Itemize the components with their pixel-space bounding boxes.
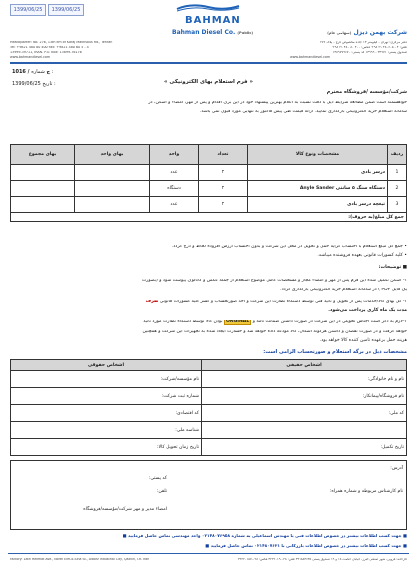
note-3-line-1: ۳-لازم به ذکر است اجناس تحویلی در این شرکت در صورت داشتن ضمانت نامه و ORGINAL بودن کالا توسط دستگاه نظارت مورد تائید <box>143 320 407 324</box>
date-line: 1399/06/25 تاریخ : <box>12 81 56 87</box>
table-row: 1 درسر بادی ۲ عدد <box>11 165 407 181</box>
total-amount-words[interactable]: جمع کل مبلغ(به حروف): <box>11 213 407 222</box>
col-total-price: بهای مجموع <box>11 145 75 165</box>
bullet-deductions: • کلیه کسورات قانونی بعهده فروشنده میباشد. <box>317 253 407 258</box>
form-title: « فرم استعلام بهای الکترونیکی » <box>164 79 253 85</box>
intro-line-2: سامانه استعلام خرید الکترونیکی بارگذاری نمایید. ارائه قیمت طی پیش فاکتور به تنهایی مورد قبول نمی باشد. <box>199 110 407 114</box>
col-quantity: تعداد <box>199 145 248 165</box>
table-row <box>11 405 407 422</box>
notes-title: ■ توضیحات: <box>378 265 407 270</box>
table-row: 2 دستگاه سنگ ۵ سانتی Anyle Sander ۲ دستگاه <box>11 181 407 197</box>
items-table-header <box>11 145 407 165</box>
factory-address-fa: کارخانه: قزوین، شهر صنعتی البرز، خیابان حکمت ۱۸ و ۱۹ صندوق پستی ۳۴۱۸۵۴۶۳۵ تلفن: ۰۲۸-۳۲۲۲۰۱۹ فکس: ۰۲۸-۳۲۲۲۰۱۵۷ <box>237 558 407 561</box>
website-en: www.bahmandiesel.com <box>10 55 51 59</box>
col-row-number: ردیف <box>388 145 407 165</box>
total-price-cell[interactable] <box>11 165 75 181</box>
date-stamp-right: 1399/06/25 <box>48 4 84 16</box>
address-fa: دفتر مرکزی: تهران - کیلومتر ۱۳ جاده مخصوص کرج - پلاک ۲۷۶ <box>320 41 407 44</box>
bahman-logo-icon <box>175 3 241 12</box>
bullet-shipping: • جمع کل مبلغ استعلام با احتساب کرایه حمل و تحویل در محل این شرکت و بدون احتساب ارزش افزوده لحاظ و درج گردد. <box>171 245 407 249</box>
company-name-field[interactable]: نام مؤسسه/شرکت: <box>11 371 202 388</box>
footer-commercial-contact: ■ جهت کسب اطلاعات بیشتر در خصوص اطلاعات بازرگانی با ۰۲۱۴۸۰۷۶۳۱ تماس حاصل فرمایید ■ <box>205 544 407 548</box>
contact-box <box>10 460 407 530</box>
postcode-field[interactable]: کد پستی: <box>148 476 167 481</box>
empty-field[interactable] <box>202 422 407 439</box>
address-field[interactable]: آدرس: <box>390 466 403 471</box>
note-2-line-1: ۲- کل بهای کالا/خدمات پس از تحویل و تائید فنی توسط دستگاه نظارت این شرکت و اخذ صورتحساب و کسر کلیه کسورات قانونی ظرف <box>145 300 407 304</box>
total-row <box>11 213 407 222</box>
note-1-line-2: یک فایل PDF ) در سامانه استعلام خرید الکترونیکی بارگذاری گردد. <box>280 288 407 292</box>
store-name-field[interactable]: نام فروشگاه/پیمانکار: <box>202 388 407 405</box>
seller-info-table <box>10 359 407 456</box>
national-id-field[interactable]: کد ملی: <box>202 405 407 422</box>
unit-price-cell[interactable] <box>75 181 150 197</box>
tel-fa: تلفن: ۴ - ۴۸۰۶۰۵ ۲۱ ۹۸+ فکس: ۴۰۰ ۸۰ ۴۸۰ ۲۱ ۹۸+ <box>331 46 407 49</box>
addressee: شرکت/مؤسسه /فروشگاه محترم <box>326 89 407 95</box>
postal-fa: صندوق پستی: ۳۳۹۷۱ - ۱۳۹۹۹ کد پستی: ۱۳۸۹۷۷۹۶۷۰ <box>332 51 407 54</box>
intro-line-1: خواهشمند است ضمن مطالعه شرایط ذیل با دقت نسبت به اعلام بهترین پیشنهاد خود در این برگ اقدام و پس از مهر، امضاء و اسکن، در <box>148 101 407 105</box>
seller-info-title: مشخصات ذیل در برگه استعلام و صورتحساب الزامی است: <box>263 349 407 355</box>
expert-contact-field[interactable]: نام کارشناس مربوطه و شماره همراه: <box>329 489 403 494</box>
footer-divider <box>8 553 409 554</box>
completion-date-field[interactable]: تاریخ تکمیل: <box>202 439 407 456</box>
brand-wordmark: BAHMAN <box>185 15 241 26</box>
postal-en: 13999-39711, IRAN. P.O. Box: 13899-76176 <box>10 51 82 54</box>
table-row <box>11 388 407 405</box>
total-price-cell[interactable] <box>11 197 75 213</box>
note-2-line-2: مدت یک ماه کاری پرداخت می‌شود. <box>328 308 407 313</box>
col-legal-persons: اشخاص حقوقی <box>11 360 202 371</box>
number-line: 1016 / ج شماره : <box>12 69 54 75</box>
unit-price-cell[interactable] <box>75 165 150 181</box>
date-stamp-left: 1399/06/25 <box>10 4 46 16</box>
items-table <box>10 144 407 222</box>
delivery-date-field[interactable]: تاریخ زمان تحویل کالا: <box>11 439 202 456</box>
national-identifier-field[interactable]: شناسه ملی: <box>11 422 202 439</box>
economic-code-field[interactable]: کد اقتصادی: <box>11 405 202 422</box>
col-unit-price: بهای واحد <box>75 145 150 165</box>
note-1-line-1: ۱- اسکن تکمیل شده این فرم پس از مهر و امضاء مجاز و مشخصات کامل موضوع استعلام از جمله عکس و کاتالوگ پیوست شود و (بصورت <box>141 279 407 283</box>
note-3-line-3: هزینه حمل برعهده تامین کننده کالا خواهد بود. <box>319 338 407 343</box>
unit-price-cell[interactable] <box>75 197 150 213</box>
total-price-cell[interactable] <box>11 181 75 197</box>
header-divider <box>10 62 407 64</box>
table-row: 3 تیغچه درسر بادی ۲ عدد <box>11 197 407 213</box>
original-badge: ORGINAL <box>226 320 250 324</box>
table-row <box>11 371 407 388</box>
registration-number-field[interactable]: شماره ثبت شرکت: <box>11 388 202 405</box>
company-name-en: Bahman Diesel Co. (Public) <box>172 29 254 36</box>
factory-address-en: Factory: 18th Hekmat Ave., North Elm-o-Sina St., Alborz Industrial City, Qazvin, I.R. Iran <box>10 558 150 561</box>
tel-en: Tel: +9821 480 80 400 Fax: +9821 480 60 5 - 4 <box>10 46 89 49</box>
website-fa: www.bahmandiesel.com <box>290 55 331 59</box>
footer-technical-contact: ■ جهت کسب اطلاعات بیشتر در خصوص اطلاعات فنی با مهندس اسماعیلی به شماره ۰۲۱۴۸۰۷۶۹۵۸ واحد مهندسی تماس حاصل فرمایید ■ <box>122 534 407 538</box>
note-3-line-2: خواهد گرفت و در صورت نقصان و داشتن هرگونه اشکال، کالا مودعه داده خواهد شد و خسارت ایجاد شده به تجهیزات این شرکت و همچنین <box>142 330 407 334</box>
col-unit: واحد <box>150 145 199 165</box>
table-row <box>11 439 407 456</box>
note-2-emphasis: ظرف <box>145 300 159 304</box>
table-row <box>11 422 407 439</box>
company-name-fa: شرکت بهمن دیزل (سهامی عام) <box>327 29 407 36</box>
phone-field[interactable]: تلفن: <box>156 489 167 494</box>
col-real-persons: اشخاص حقیقی <box>202 360 407 371</box>
signature-label: امضاء مدیر و مهر شرکت/مؤسسه/فروشگاه <box>83 507 167 512</box>
full-name-field[interactable]: نام و نام خانوادگی: <box>202 371 407 388</box>
col-description: مشخصات ونوع کالا <box>248 145 388 165</box>
address-en: Headquarter: No. 276, 13th km of Karaj Makhsous Rd., Tehran <box>10 41 113 44</box>
